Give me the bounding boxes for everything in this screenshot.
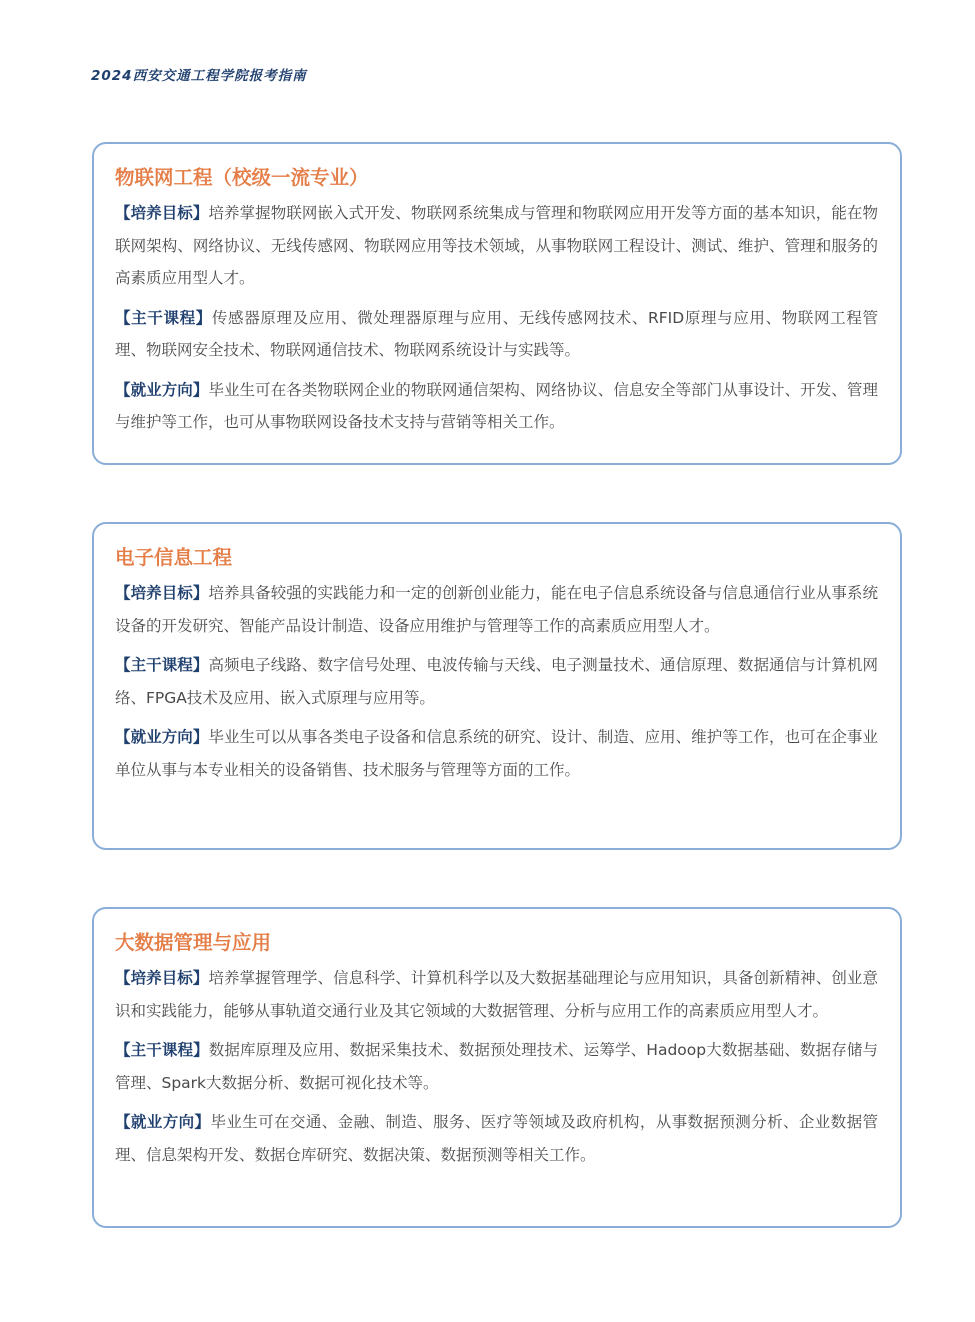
courses-paragraph bbox=[115, 302, 878, 367]
courses-paragraph bbox=[115, 649, 878, 714]
goal-label: 【培养目标】 bbox=[115, 204, 209, 222]
career-text: 毕业生可在各类物联网企业的物联网通信架构、网络协议、信息安全等部门从事设计、开发、管理与维护等工作，也可从事物联网设备技术支持与营销等相关工作。 bbox=[115, 380, 878, 431]
goal-label: 【培养目标】 bbox=[115, 584, 209, 602]
career-label: 【就业方向】 bbox=[115, 728, 209, 746]
goal-text: 培养掌握物联网嵌入式开发、物联网系统集成与管理和物联网应用开发等方面的基本知识，能在物联网架构、网络协议、无线传感网、物联网应用等技术领域，从事物联网工程设计、测试、维护、管理和服务的高素质应用型人才。 bbox=[115, 204, 878, 287]
goal-text: 培养掌握管理学、信息科学、计算机科学以及大数据基础理论与应用知识，具备创新精神、创业意识和实践能力，能够从事轨道交通行业及其它领域的大数据管理、分析与应用工作的高素质应用型人才。 bbox=[115, 969, 878, 1020]
career-paragraph bbox=[115, 1106, 878, 1171]
career-label: 【就业方向】 bbox=[115, 380, 209, 399]
career-paragraph bbox=[115, 721, 878, 786]
courses-paragraph bbox=[115, 1034, 878, 1099]
career-text: 毕业生可在交通、金融、制造、服务、医疗等领域及政府机构，从事数据预测分析、企业数据管理、信息架构开发、数据仓库研究、数据决策、数据预测等相关工作。 bbox=[115, 1113, 878, 1164]
major-title: 大数据管理与应用 bbox=[115, 931, 272, 954]
major-card-electronic-info bbox=[92, 522, 902, 850]
major-card-big-data bbox=[92, 907, 902, 1228]
goal-paragraph bbox=[115, 197, 878, 295]
major-title: 电子信息工程 bbox=[115, 546, 233, 569]
courses-label: 【主干课程】 bbox=[115, 308, 212, 327]
goal-label: 【培养目标】 bbox=[115, 969, 209, 987]
page-header: 2024西安交通工程学院报考指南 bbox=[91, 68, 307, 84]
career-text: 毕业生可以从事各类电子设备和信息系统的研究、设计、制造、应用、维护等工作，也可在企事业单位从事与本专业相关的设备销售、技术服务与管理等方面的工作。 bbox=[115, 728, 878, 779]
courses-label: 【主干课程】 bbox=[115, 656, 209, 674]
courses-text: 数据库原理及应用、数据采集技术、数据预处理技术、运筹学、Hadoop大数据基础、数据存储与管理、Spark大数据分析、数据可视化技术等。 bbox=[115, 1041, 878, 1092]
career-paragraph bbox=[115, 374, 878, 439]
career-label: 【就业方向】 bbox=[115, 1113, 211, 1131]
major-title: 物联网工程（校级一流专业） bbox=[115, 166, 369, 189]
courses-text: 高频电子线路、数字信号处理、电波传输与天线、电子测量技术、通信原理、数据通信与计算机网络、FPGA技术及应用、嵌入式原理与应用等。 bbox=[115, 656, 878, 707]
courses-text: 传感器原理及应用、微处理器原理与应用、无线传感网技术、RFID原理与应用、物联网工程管理、物联网安全技术、物联网通信技术、物联网系统设计与实践等。 bbox=[115, 308, 878, 359]
goal-paragraph bbox=[115, 577, 878, 642]
major-card-iot bbox=[92, 142, 902, 465]
goal-paragraph bbox=[115, 962, 878, 1027]
courses-label: 【主干课程】 bbox=[115, 1041, 209, 1059]
goal-text: 培养具备较强的实践能力和一定的创新创业能力，能在电子信息系统设备与信息通信行业从事系统设备的开发研究、智能产品设计制造、设备应用维护与管理等工作的高素质应用型人才。 bbox=[115, 584, 878, 635]
